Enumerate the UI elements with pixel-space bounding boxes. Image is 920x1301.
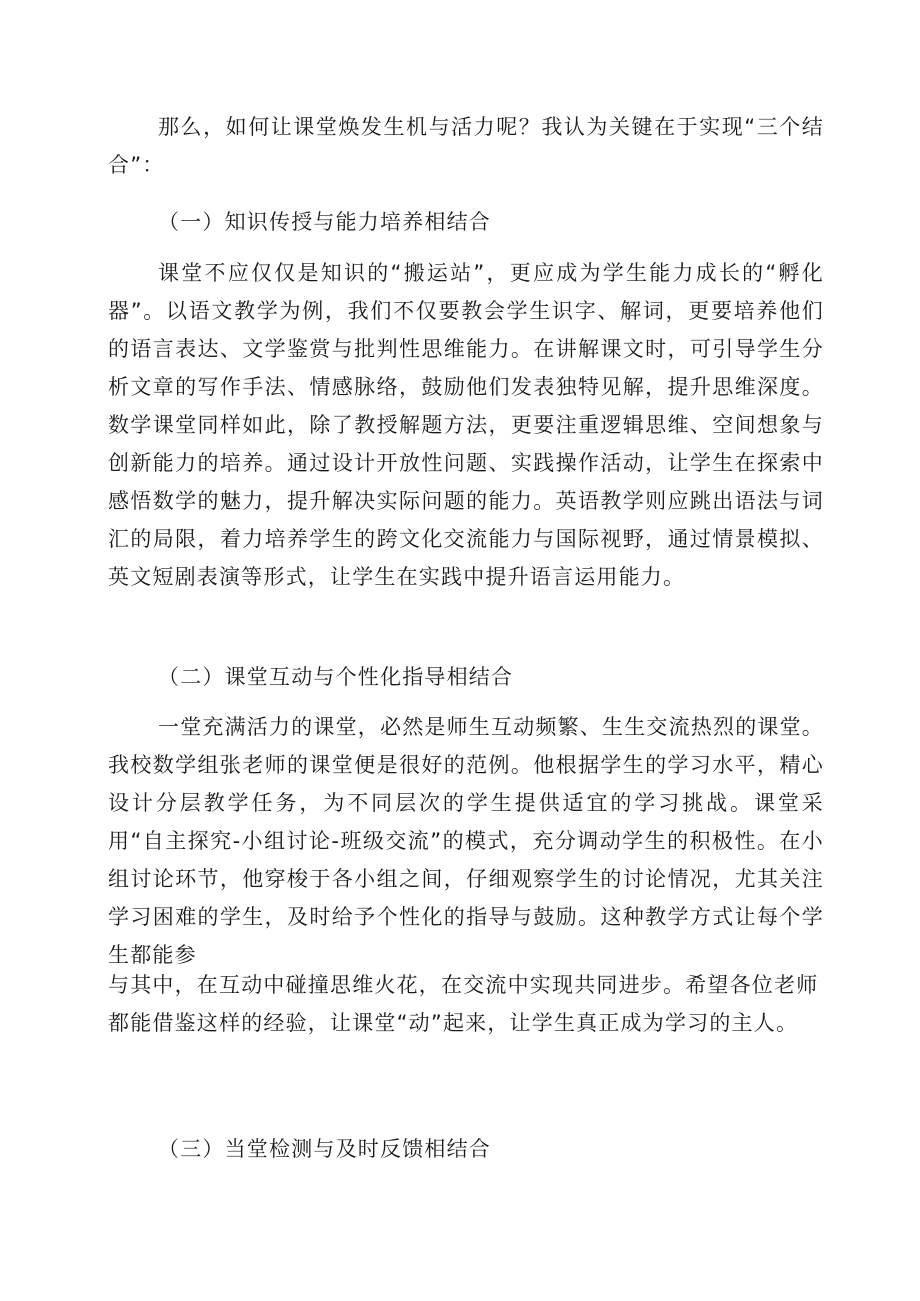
intro-paragraph: 那么，如何让课堂焕发生机与活力呢？我认为关键在于实现“三个结合”： <box>108 115 824 177</box>
section-heading-2: （二）课堂互动与个性化指导相结合 <box>158 665 514 689</box>
section-1-paragraph: 课堂不应仅仅是知识的“搬运站”，更应成为学生能力成长的“孵化器”。以语文教学为例，我们不仅要教会学生识字、解词，更要培养他们的语言表达、文学鉴赏与批判性思维能力。在讲解课文时，可引导学生分析文章的写作手法、情感脉络，鼓励他们发表独特见解，提升思维深度。数学课堂同样如此，除了教授解题方法，更要注重逻辑思维、空间想象与创新能力的培养。通过设计开放性问题、实践操作活动，让学生在探索中感悟数学的魅力，提升解决实际问题的能力。英语教学则应跳出语法与词汇的局限，着力培养学生的跨文化交流能力与国际视野，通过情景模拟、英文短剧表演等形式，让学生在实践中提升语言运用能力。 <box>108 261 824 589</box>
section-heading-3: （三）当堂检测与及时反馈相结合 <box>158 1137 491 1161</box>
section-2-paragraph: 一堂充满活力的课堂，必然是师生互动频繁、生生交流热烈的课堂。我校数学组张老师的课堂便是很好的范例。他根据学生的学习水平，精心设计分层教学任务，为不同层次的学生提供适宜的学习挑战。课堂采用“自主探究-小组讨论-班级交流”的模式，充分调动学生的积极性。在小组讨论环节，他穿梭于各小组之间，仔细观察学生的讨论情况，尤其关注学习困难的学生，及时给予个性化的指导与鼓励。这种教学方式让每个学生都能参 <box>108 715 824 967</box>
section-2-continuation: 与其中，在互动中碰撞思维火花，在交流中实现共同进步。希望各位老师都能借鉴这样的经验，让课堂“动”起来，让学生真正成为学习的主人。 <box>108 973 819 1035</box>
section-heading-1: （一）知识传授与能力培养相结合 <box>158 210 491 234</box>
